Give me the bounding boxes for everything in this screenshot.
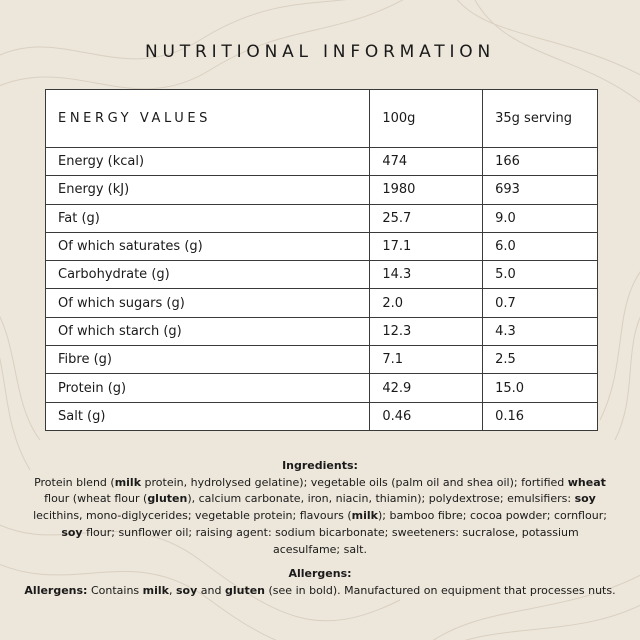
per-100g-cell: 25.7: [370, 204, 483, 232]
per-serving-cell: 166: [483, 148, 598, 176]
nutrient-name-cell: Of which starch (g): [46, 317, 370, 345]
per-serving-cell: 15.0: [483, 374, 598, 402]
text-segment: ); bamboo fibre; cocoa powder; cornflour;: [377, 509, 607, 523]
text-segment: ), calcium carbonate, iron, niacin, thiamin); polydextrose; emulsifiers:: [187, 492, 575, 506]
text-segment: Contains: [87, 584, 143, 597]
text-segment: Protein blend (: [34, 475, 115, 489]
per-serving-cell: 0.16: [483, 402, 598, 430]
bold-text-segment: soy: [574, 492, 596, 506]
nutrient-name-cell: Protein (g): [46, 374, 370, 402]
column-header-serving: 35g serving: [483, 90, 598, 148]
nutrient-name-cell: Of which sugars (g): [46, 289, 370, 317]
bold-text-segment: milk: [142, 584, 169, 597]
text-segment: ,: [169, 584, 176, 597]
bold-text-segment: gluten: [224, 584, 266, 597]
text-segment: flour (wheat flour (: [44, 492, 148, 506]
table-row: [46, 176, 598, 204]
per-serving-cell: 4.3: [483, 317, 598, 345]
nutrient-name-cell: Salt (g): [46, 402, 370, 430]
ingredients-title: Ingredients:: [282, 459, 358, 472]
per-serving-cell: 693: [483, 176, 598, 204]
per-serving-cell: 5.0: [483, 261, 598, 289]
bold-text-segment: soy: [61, 525, 83, 539]
per-serving-cell: 9.0: [483, 204, 598, 232]
text-segment: lecithins, mono-diglycerides; vegetable protein; flavours (: [33, 509, 352, 523]
bold-text-segment: milk: [351, 509, 378, 523]
bold-text-segment: Allergens:: [24, 584, 88, 597]
per-serving-cell: 0.7: [483, 289, 598, 317]
per-100g-cell: 12.3: [370, 317, 483, 345]
table-row: [46, 289, 598, 317]
per-serving-cell: 2.5: [483, 346, 598, 374]
bold-text-segment: milk: [114, 475, 142, 489]
per-100g-cell: 42.9: [370, 374, 483, 402]
per-100g-cell: 14.3: [370, 261, 483, 289]
per-100g-cell: 0.46: [370, 402, 483, 430]
per-100g-cell: 7.1: [370, 346, 483, 374]
table-row: [46, 232, 598, 260]
nutrition-table: [45, 89, 598, 431]
per-100g-cell: 17.1: [370, 232, 483, 260]
nutrient-name-cell: Energy (kcal): [46, 148, 370, 176]
per-serving-cell: 6.0: [483, 232, 598, 260]
allergens-title: Allergens:: [288, 567, 352, 580]
table-row: [46, 261, 598, 289]
bold-text-segment: soy: [176, 584, 198, 597]
text-segment: flour; sunflower oil; raising agent: sodium bicarbonate; sweeteners: sucralose, potassium acesulfame; salt.: [82, 525, 579, 556]
table-row: [46, 346, 598, 374]
ingredients-text: [30, 475, 610, 559]
per-100g-cell: 2.0: [370, 289, 483, 317]
table-row: [46, 148, 598, 176]
nutrient-name-cell: Energy (kJ): [46, 176, 370, 204]
table-header-row: [46, 90, 598, 148]
bold-text-segment: wheat: [567, 475, 606, 489]
bold-text-segment: gluten: [147, 492, 188, 506]
table-row: [46, 374, 598, 402]
text-segment: (see in bold). Manufactured on equipment that processes nuts.: [265, 584, 616, 597]
column-header-100g: 100g: [370, 90, 483, 148]
text-segment: protein, hydrolysed gelatine); vegetable oils (palm oil and shea oil); fortified: [141, 475, 568, 489]
ingredients-section: [30, 458, 610, 558]
allergens-text: [20, 582, 620, 599]
table-row: [46, 204, 598, 232]
nutrient-name-cell: Fat (g): [46, 204, 370, 232]
per-100g-cell: 1980: [370, 176, 483, 204]
nutrient-name-cell: Of which saturates (g): [46, 232, 370, 260]
table-row: [46, 402, 598, 430]
text-segment: and: [197, 584, 225, 597]
page-title: NUTRITIONAL INFORMATION: [145, 42, 495, 62]
nutrient-name-cell: Fibre (g): [46, 346, 370, 374]
column-header-energy-values: ENERGY VALUES: [46, 90, 370, 148]
table-row: [46, 317, 598, 345]
allergens-section: [20, 565, 620, 599]
per-100g-cell: 474: [370, 148, 483, 176]
nutrient-name-cell: Carbohydrate (g): [46, 261, 370, 289]
